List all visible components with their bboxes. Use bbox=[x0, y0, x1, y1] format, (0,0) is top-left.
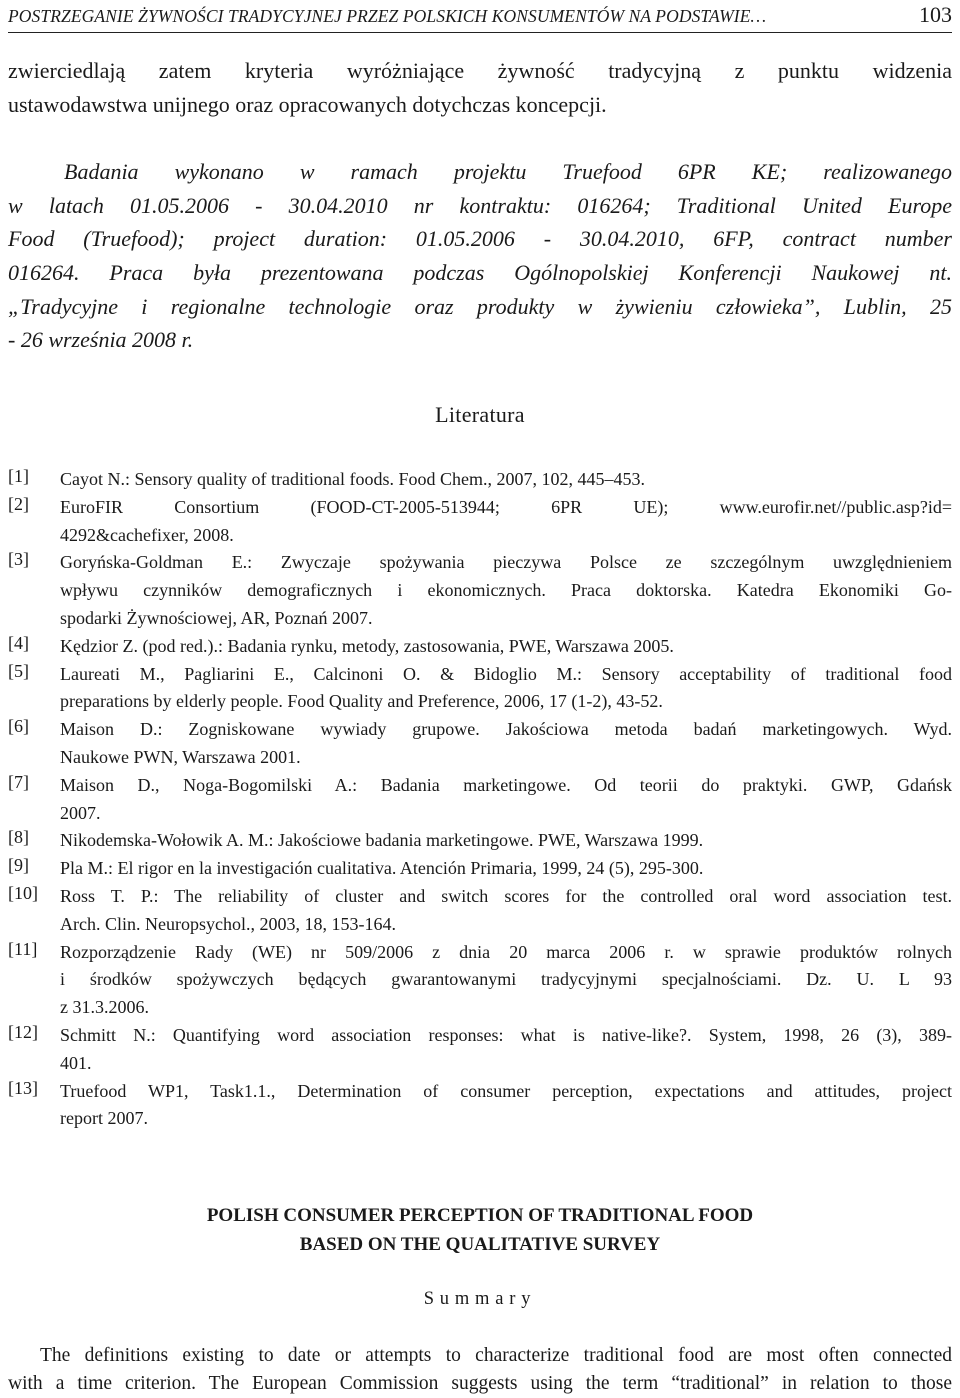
reference-text bbox=[60, 939, 952, 1022]
reference-number: [11] bbox=[8, 938, 38, 959]
reference-line: EuroFIR Consortium (FOOD-CT-2005-513944; 6PR UE); www.eurofir.net//public.asp?id= bbox=[60, 496, 952, 517]
reference-item bbox=[8, 633, 952, 661]
summary-paragraph bbox=[8, 1342, 952, 1398]
reference-number: [13] bbox=[8, 1077, 38, 1098]
reference-line: Laureati M., Pagliarini E., Calcinoni O. & Bidoglio M.: Sensory acceptability of traditional food bbox=[60, 663, 952, 684]
reference-line: spodarki Żywnościowej, AR, Poznań 2007. bbox=[60, 607, 373, 628]
reference-line: Schmitt N.: Quantifying word association responses: what is native-like?. System, 1998, 26 (3), 389- bbox=[60, 1024, 952, 1045]
english-title-line: BASED ON THE QUALITATIVE SURVEY bbox=[299, 1233, 661, 1255]
reference-line: i środków spożywczych będących gwarantowanymi tradycyjnymi specjalnościami. Dz. U. L 93 bbox=[60, 969, 952, 990]
reference-text bbox=[60, 549, 952, 632]
reference-line: preparations by elderly people. Food Quality and Preference, 2006, 17 (1-2), 43-52. bbox=[60, 691, 663, 712]
page-number: 103 bbox=[919, 2, 952, 27]
reference-number: [9] bbox=[8, 855, 29, 876]
reference-number: [1] bbox=[8, 466, 29, 486]
reference-text bbox=[60, 466, 952, 494]
reference-item bbox=[8, 1078, 952, 1134]
reference-line: Rozporządzenie Rady (WE) nr 509/2006 z dnia 20 marca 2006 r. w sprawie produktów rolnych bbox=[60, 941, 952, 962]
reference-line: Kędzior Z. (pod red.).: Badania rynku, metody, zastosowania, PWE, Warszawa 2005. bbox=[60, 635, 674, 656]
reference-item bbox=[8, 661, 952, 717]
reference-text bbox=[60, 1022, 952, 1078]
literature-heading: Literatura bbox=[435, 402, 525, 427]
text-line: with a time criterion. The European Commission suggests using the term “traditional” in relation to those bbox=[8, 1373, 952, 1394]
reference-item bbox=[8, 939, 952, 1022]
running-title: POSTRZEGANIE ŻYWNOŚCI TRADYCYJNEJ PRZEZ POLSKICH KONSUMENTÓW NA PODSTAWIE… bbox=[8, 6, 767, 26]
text-line: „Tradycyjne i regionalne technologie oraz produkty w żywieniu człowieka”, Lublin, 25 bbox=[8, 293, 952, 319]
reference-line: report 2007. bbox=[60, 1108, 148, 1129]
reference-line: Naukowe PWN, Warszawa 2001. bbox=[60, 746, 301, 767]
text-line: - 26 września 2008 r. bbox=[8, 327, 194, 353]
text-line: The definitions existing to date or attempts to characterize traditional food are most often connected bbox=[40, 1345, 952, 1366]
reference-number: [8] bbox=[8, 827, 29, 848]
acknowledgement-paragraph bbox=[8, 155, 952, 357]
reference-text bbox=[60, 883, 952, 939]
summary-label: Summary bbox=[423, 1289, 537, 1309]
reference-number: [7] bbox=[8, 771, 29, 792]
text-line: w latach 01.05.2006 - 30.04.2010 nr kontraktu: 016264; Traditional United Europe bbox=[8, 192, 952, 218]
reference-line: wpływu czynników demograficznych i ekonomicznych. Praca doktorska. Katedra Ekonomiki Go- bbox=[60, 580, 952, 601]
reference-line: Cayot N.: Sensory quality of traditional foods. Food Chem., 2007, 102, 445–453. bbox=[60, 469, 645, 489]
reference-line: 4292&cachefixer, 2008. bbox=[60, 524, 234, 545]
text-line: 016264. Praca była prezentowana podczas Ogólnopolskiej Konferencji Naukowej nt. bbox=[8, 260, 952, 286]
reference-line: Nikodemska-Wołowik A. M.: Jakościowe badania marketingowe. PWE, Warszawa 1999. bbox=[60, 830, 704, 851]
reference-number: [4] bbox=[8, 632, 29, 653]
reference-line: 401. bbox=[60, 1052, 92, 1073]
reference-item bbox=[8, 716, 952, 772]
reference-number: [3] bbox=[8, 549, 29, 570]
reference-number: [6] bbox=[8, 716, 29, 737]
reference-text bbox=[60, 633, 952, 661]
reference-text bbox=[60, 661, 952, 717]
text-line: Food (Truefood); project duration: 01.05.2006 - 30.04.2010, 6FP, contract number bbox=[8, 226, 952, 252]
reference-item bbox=[8, 772, 952, 828]
reference-text bbox=[60, 716, 952, 772]
reference-line: Goryńska-Goldman E.: Zwyczaje spożywania pieczywa Polsce ze szczególnym uwzględnieniem bbox=[60, 552, 952, 573]
reference-item bbox=[8, 883, 952, 939]
reference-number: [5] bbox=[8, 660, 29, 681]
intro-paragraph bbox=[8, 54, 952, 121]
page-header bbox=[8, 2, 952, 33]
reference-item bbox=[8, 1022, 952, 1078]
text-line: zwierciedlają zatem kryteria wyróżniające żywność tradycyjną z punktu widzenia bbox=[8, 58, 952, 83]
reference-line: Arch. Clin. Neuropsychol., 2003, 18, 153-164. bbox=[60, 913, 396, 934]
reference-line: Pla M.: El rigor en la investigación cualitativa. Atención Primaria, 1999, 24 (5), 295-300. bbox=[60, 858, 704, 879]
reference-item bbox=[8, 549, 952, 632]
text-line: ustawodawstwa unijnego oraz opracowanych dotychczas koncepcji. bbox=[8, 91, 607, 117]
reference-number: [2] bbox=[8, 493, 29, 514]
reference-item bbox=[8, 827, 952, 855]
reference-line: Maison D.: Zogniskowane wywiady grupowe. Jakościowa metoda badań marketingowych. Wyd. bbox=[60, 719, 952, 740]
reference-text bbox=[60, 827, 952, 855]
reference-text bbox=[60, 494, 952, 550]
reference-list bbox=[8, 466, 952, 1133]
reference-text bbox=[60, 855, 952, 883]
english-title bbox=[0, 1202, 960, 1259]
reference-text bbox=[60, 1078, 952, 1134]
reference-item bbox=[8, 466, 952, 494]
reference-line: Truefood WP1, Task1.1., Determination of consumer perception, expectations and attitudes, project bbox=[60, 1080, 952, 1101]
reference-line: Maison D., Noga-Bogomilski A.: Badania marketingowe. Od teorii do praktyki. GWP, Gdańsk bbox=[60, 774, 952, 795]
reference-text bbox=[60, 772, 952, 828]
reference-number: [12] bbox=[8, 1021, 38, 1042]
reference-line: 2007. bbox=[60, 802, 101, 823]
reference-number: [10] bbox=[8, 882, 38, 903]
text-line: Badania wykonano w ramach projektu Truefood 6PR KE; realizowanego bbox=[64, 159, 952, 184]
reference-line: Ross T. P.: The reliability of cluster and switch scores for the controlled oral word association test. bbox=[60, 885, 952, 906]
reference-item bbox=[8, 494, 952, 550]
english-title-line: POLISH CONSUMER PERCEPTION OF TRADITIONAL FOOD bbox=[206, 1205, 754, 1226]
reference-line: z 31.3.2006. bbox=[60, 997, 149, 1018]
reference-item bbox=[8, 855, 952, 883]
